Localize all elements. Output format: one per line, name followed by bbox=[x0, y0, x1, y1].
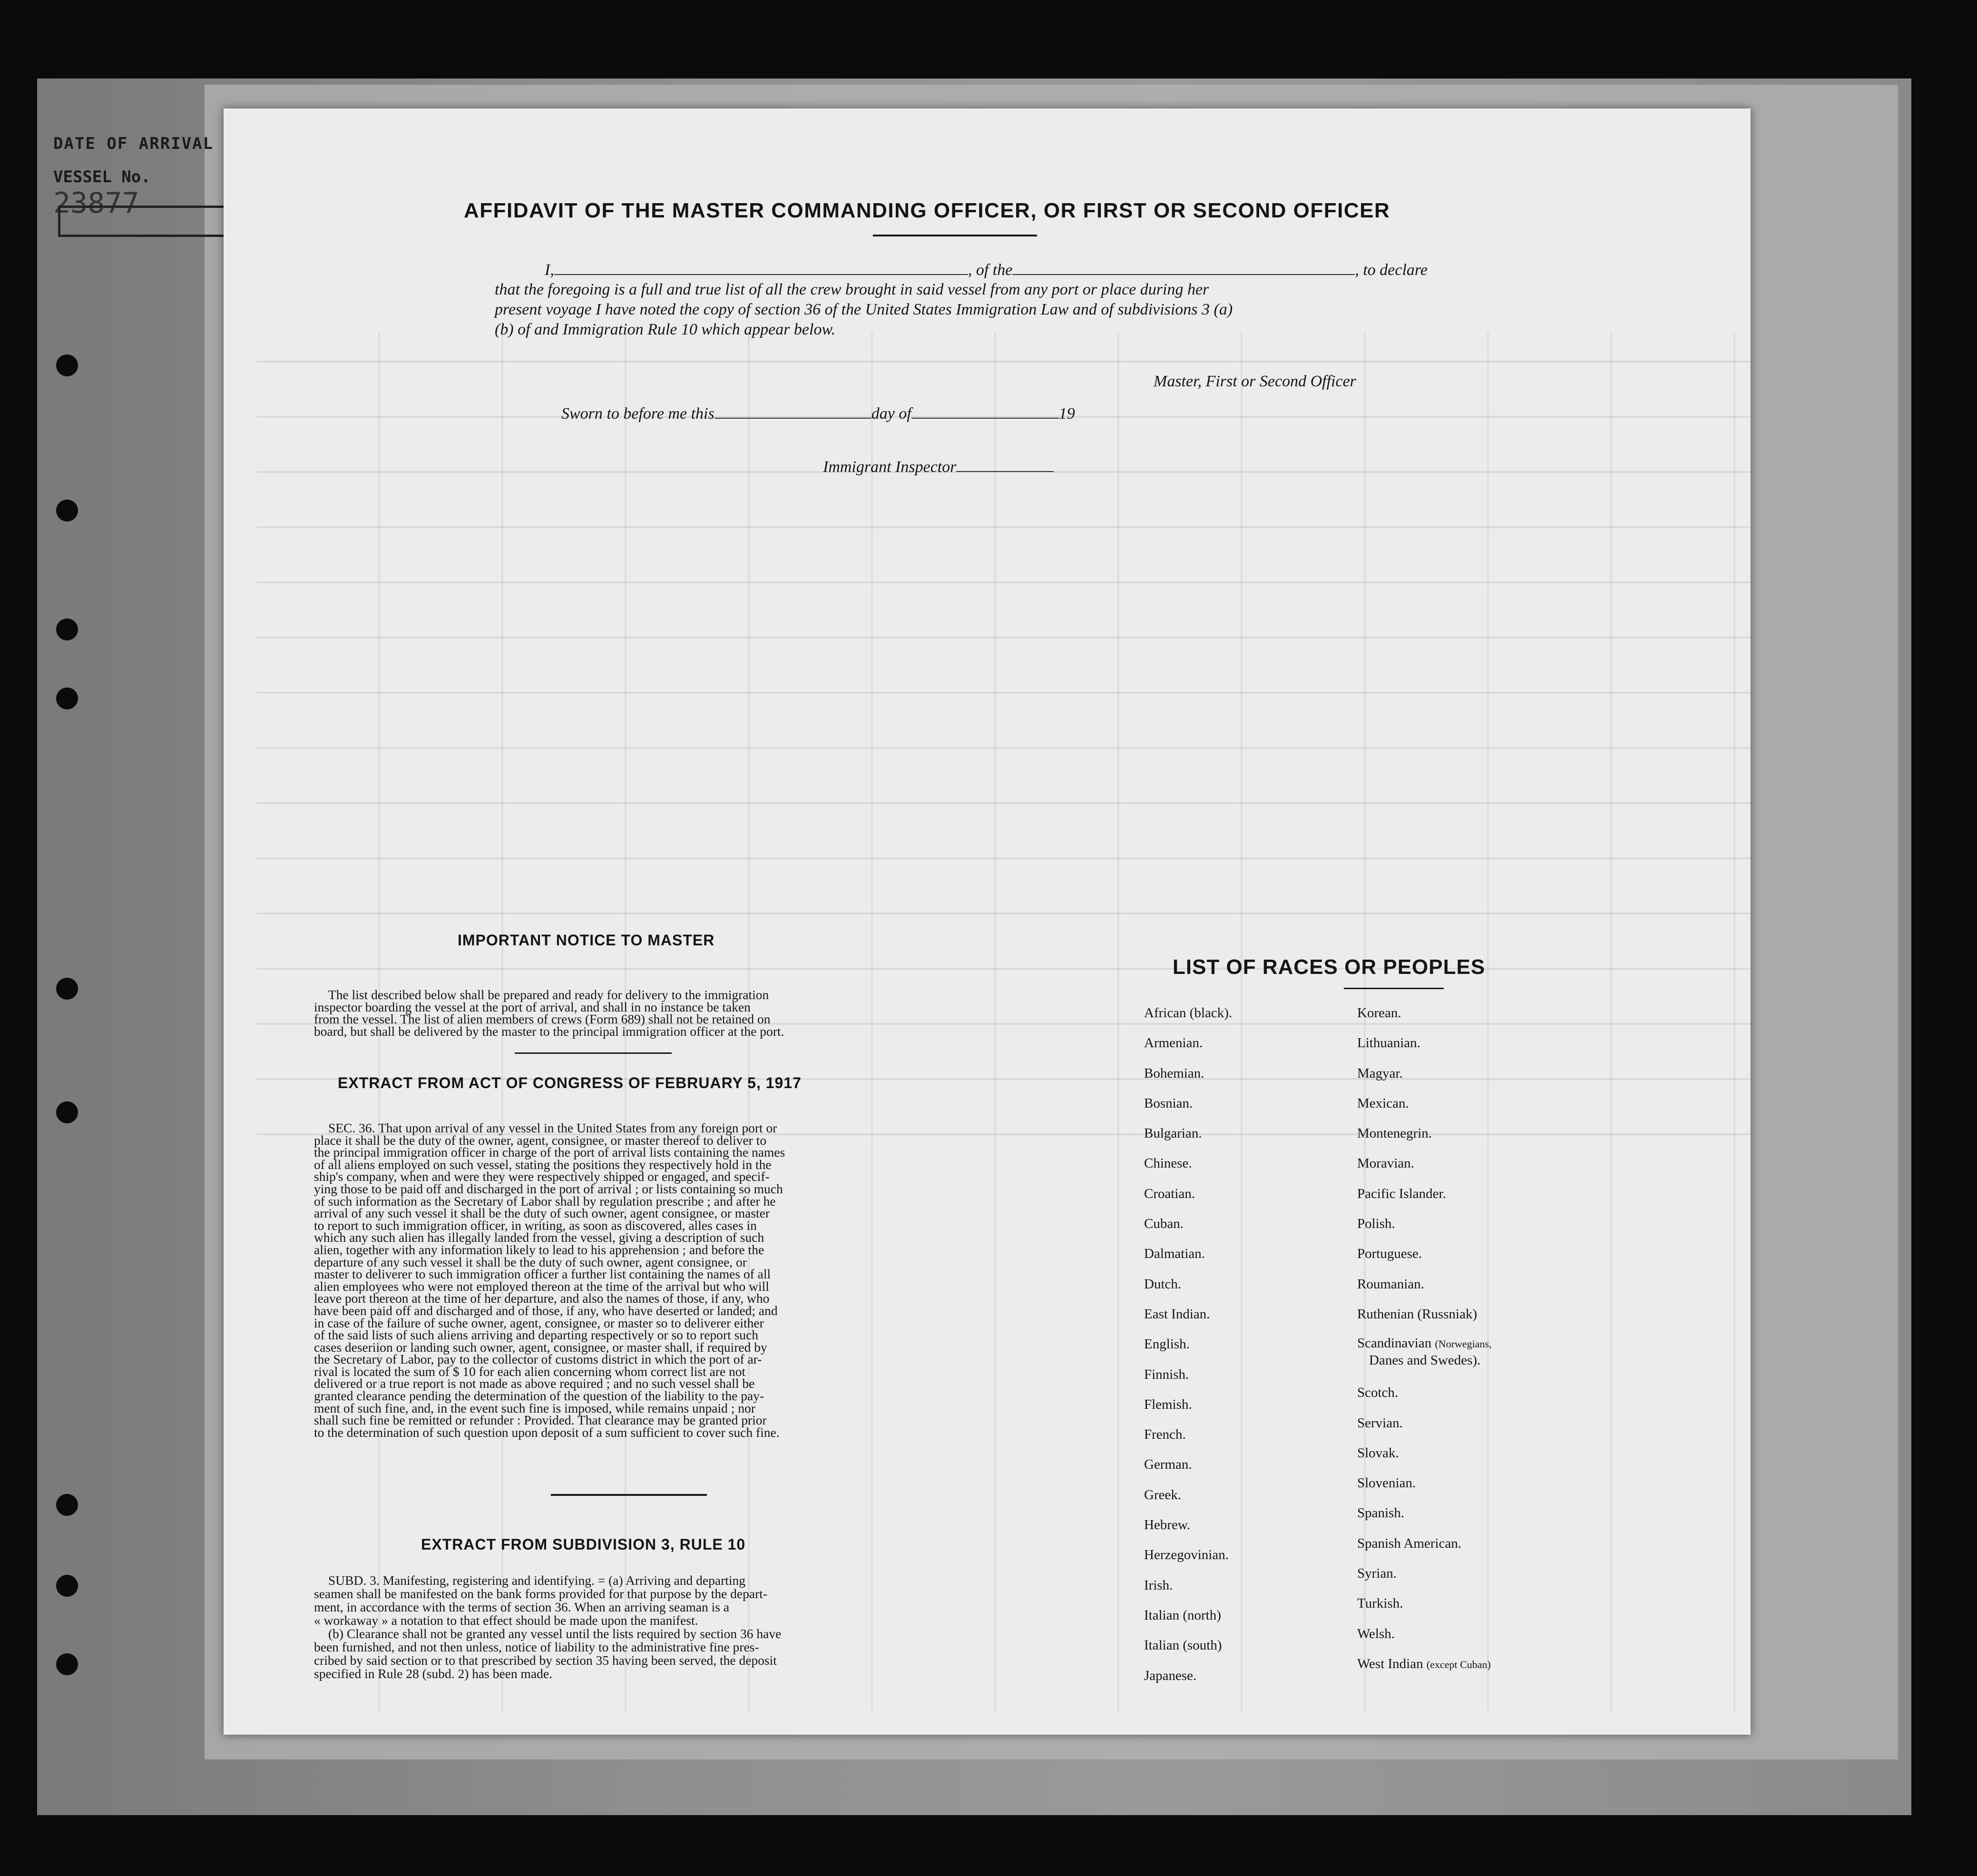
stamp-box bbox=[58, 206, 244, 237]
sworn-day-blank[interactable] bbox=[714, 403, 871, 419]
master-signature-label: Master, First or Second Officer bbox=[1154, 373, 1356, 390]
name-blank[interactable] bbox=[554, 260, 968, 275]
stamp-vessel-number: 23877 bbox=[53, 187, 139, 220]
races-left-column: African (black). Armenian. Bohemian. Bosnian. Bulgarian. Chinese. Croatian. Cuban. Dalmatian. Dutch. East Indian. English. Finnish. Flemish. French. German. Greek. Hebrew. Herzegovinian. Irish. Italian (north) Italian (south) Japanese. bbox=[1144, 1005, 1233, 1683]
sworn-month-blank[interactable] bbox=[911, 403, 1059, 419]
affidavit-declaration-line: I, , of the , to declare bbox=[545, 260, 1428, 279]
affidavit-body-line: (b) of and Immigration Rule 10 which appear below. bbox=[495, 321, 836, 338]
punch-hole bbox=[56, 500, 78, 521]
act-text: SEC. 36. That upon arrival of any vessel in the United States from any foreign port or place it shall be the duty of the owner, agent, consignee, or master thereof to deliver to the principal immigration officer in charge of the port of arrival lists containing the names of all aliens employed on such vessel, stating the positions they respectively hold in the ship's company, when and were they were respectively shipped or engaged, and specif- ying those to be paid off and discharged in the port of arrival ; or lists containing so much of such information as the Secretary of Labor shall by regulation prescribe ; and after he arrival of any such vessel it shall be the duty of such owner, agent consignee, or master to report to such immigration officer, in writing, as soon as discovered, alles cases in which any such alien has illegally landed from the vessel, giving a description of such alien, together with any information likely to lead to his apprehension ; and before the departure of any such vessel it shall be the duty of such owner, agent consignee, or master to deliverer to such immigration officer a further list containing the names of all alien employees who were not employed thereon at the time of the arrival but who will leave port thereon at the time of her departure, and also the names of those, if any, who have been paid off and discharged and of those, if any, who have deserted or landed; and in case of the failure of suche owner, agent, consignee, or master so to deliverer either of the said lists of such aliens arriving and departing respectively or so to report such cases deseriion or landing such owner, agent, consignee, or master shall, if required by the Secretary of Labor, pay to the collector of customs district in which the port of ar- rival is located the sum of $ 10 for each alien concerning whom correct list are not delivered or a true report is not made as above required ; and no such vessel shall be granted clearance pending the determination of the question of the liability to the pay- ment of such fine, and, in the event such fine is imposed, while remains unpaid ; nor shall such fine be remitted or refunder : Provided. That clearance may be granted prior to the determination of such question upon deposit of a sum sufficient to cover such fine. bbox=[314, 1120, 785, 1440]
notice-title: IMPORTANT NOTICE TO MASTER bbox=[458, 932, 715, 949]
inspector-line: Immigrant Inspector bbox=[823, 457, 1054, 476]
races-underline bbox=[1344, 988, 1444, 989]
punch-hole bbox=[56, 354, 78, 376]
rule-title: EXTRACT FROM SUBDIVISION 3, RULE 10 bbox=[421, 1536, 746, 1553]
punch-hole bbox=[56, 1575, 78, 1597]
section-divider bbox=[551, 1494, 707, 1496]
punch-hole bbox=[56, 688, 78, 709]
affidavit-title: AFFIDAVIT OF THE MASTER COMMANDING OFFICER, OR FIRST OR SECOND OFFICER bbox=[464, 199, 1390, 222]
punch-hole bbox=[56, 619, 78, 640]
inspector-blank[interactable] bbox=[956, 457, 1054, 472]
section-divider bbox=[515, 1052, 672, 1054]
races-right-column: Korean. Lithuanian. Magyar. Mexican. Montenegrin. Moravian. Pacific Islander. Polish. Portuguese. Roumanian. Ruthenian (Russniak) Scandinavian (Norwegians, Danes and Swedes). Scotch. Servian. Slovak. Slovenian. Spanish. Spanish American. Syrian. Turkish. Welsh. West Indian (except Cuban) bbox=[1357, 998, 1492, 1680]
act-title: EXTRACT FROM ACT OF CONGRESS OF FEBRUARY 5, 1917 bbox=[338, 1074, 802, 1091]
races-title: LIST OF RACES OR PEOPLES bbox=[1173, 955, 1486, 979]
affidavit-page bbox=[224, 108, 1751, 1735]
punch-hole bbox=[56, 1101, 78, 1123]
punch-hole bbox=[56, 978, 78, 1000]
rule-text: SUBD. 3. Manifesting, registering and identifying. = (a) Arriving and departing seamen shall be manifested on the bank forms provided for that purpose by the depart- ment, in accordance with the terms of section 36. When an arriving seaman is a « workaway » a notation to that effect should be made upon the manifest. (b) Clearance shall not be granted any vessel until the lists required by section 36 have been furnished, and not then unless, notice of liability to the administrative fine pres- cribed by said section or to that prescribed by section 35 having been served, the deposit specified in Rule 28 (subd. 2) has been made. bbox=[314, 1573, 782, 1681]
title-underline bbox=[873, 235, 1037, 236]
notice-text: The list described below shall be prepared and ready for delivery to the immigration inspector boarding the vessel at the port of arrival, and shall in no instance be taken from the vessel. The list of alien members of crews (Form 689) shall not be retained on board, but shall be delivered by the master to the principal immigration officer at the port. bbox=[314, 987, 784, 1039]
arrival-stamp bbox=[44, 134, 244, 244]
punch-hole bbox=[56, 1494, 78, 1516]
stamp-vessel-label: VESSEL No. bbox=[53, 167, 151, 187]
race-west-indian: West Indian (except Cuban) bbox=[1357, 1656, 1491, 1671]
vessel-blank[interactable] bbox=[1012, 260, 1355, 275]
affidavit-body-line: present voyage I have noted the copy of section 36 of the United States Immigration Law and of subdivisions 3 (a) bbox=[495, 301, 1233, 318]
punch-hole bbox=[56, 1653, 78, 1675]
race-scandinavian: Scandinavian (Norwegians, Danes and Swedes). bbox=[1357, 1336, 1492, 1368]
stamp-date-label: DATE OF ARRIVAL bbox=[53, 134, 214, 153]
affidavit-body-line: that the foregoing is a full and true list of all the crew brought in said vessel from any port or place during her bbox=[495, 281, 1209, 298]
sworn-line: Sworn to before me this day of 19 bbox=[561, 403, 1075, 423]
